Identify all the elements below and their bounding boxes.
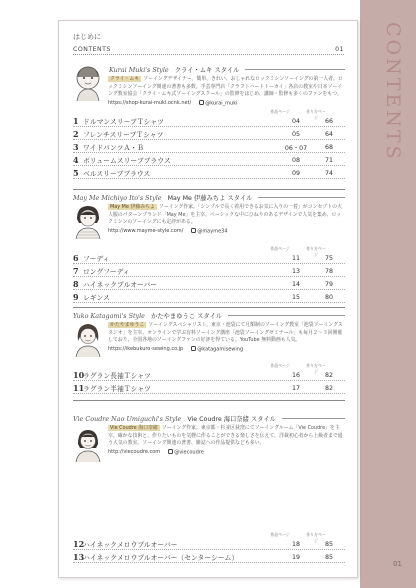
designer-section-mayme bbox=[73, 193, 345, 302]
item-number: 7 bbox=[73, 266, 79, 276]
designer-bio bbox=[108, 76, 345, 108]
contents-label: CONTENTS bbox=[73, 46, 111, 53]
contents-item[interactable] bbox=[73, 168, 345, 179]
item-works-page: 15 bbox=[291, 293, 300, 301]
item-howto-page: 64 bbox=[324, 130, 333, 138]
item-works-page: 11 bbox=[291, 254, 300, 262]
designer-bio-tag: Vie Coudre 海口奈緒 bbox=[110, 425, 158, 431]
designer-name: Vie Coudre 海口奈緒 スタイル bbox=[187, 416, 276, 423]
item-howto-page: 79 bbox=[324, 280, 333, 288]
item-works-page: 08 bbox=[291, 156, 300, 164]
designer-section-vie-coudre bbox=[73, 414, 345, 562]
item-howto-page: 82 bbox=[324, 384, 333, 392]
works-page-header: 作品ページ bbox=[270, 532, 290, 537]
designer-website-link[interactable]: http://viecoudre.com bbox=[108, 449, 161, 456]
designer-signature: May Me Michiyo Ito's Style bbox=[73, 193, 162, 202]
contents-item[interactable] bbox=[73, 370, 345, 381]
howto-page-header: 作り方ページ bbox=[306, 109, 326, 120]
designer-bio-text: ソーイングスペシャリスト。東京・池袋にて月額制のソーイング教室「池袋ソーイングスタジオ」を主宰。オンラインで学ぶ有料ソーイング講座「池袋ソーイングゼミナール」も毎月２〜３回開催しており、全国各地のソーイングファンの好評を得ている。YouTube 無料動画も人気。 bbox=[108, 322, 343, 344]
contents-item[interactable] bbox=[73, 292, 345, 303]
designer-website-link[interactable]: http://www.mayme-style.com/ bbox=[108, 228, 184, 235]
item-title: フーディ bbox=[83, 255, 110, 263]
designer-instagram-link[interactable] bbox=[191, 346, 243, 354]
designer-portrait-illustration bbox=[73, 426, 103, 462]
item-number: 9 bbox=[73, 292, 79, 302]
designer-website-link[interactable]: https://ikebukuro-sewing.co.jp bbox=[108, 346, 184, 353]
contents-item[interactable] bbox=[73, 279, 345, 290]
designer-bio-text: ソーイング作家。東京都・杉並区荻窪にてソーイングルーム「Vie Coudre」を主宰。確かな技術と、作りたいものを気軽に作ることができる楽しさを伝えて、洋裁初心者から上級者まで通う人気の教室。ソーイング関連の著書、雑誌への作品提供なども多い。 bbox=[108, 425, 343, 447]
designer-section-kurai-muki bbox=[73, 65, 345, 178]
item-number: 6 bbox=[73, 253, 79, 263]
designer-bio-tag: May Me 伊藤みちよ bbox=[110, 204, 155, 210]
item-number: 8 bbox=[73, 279, 79, 289]
contents-card bbox=[58, 20, 358, 578]
item-number: 10 bbox=[73, 370, 85, 380]
contents-line bbox=[73, 46, 344, 55]
designer-instagram-handle: @katagamisewing bbox=[197, 346, 244, 353]
item-howto-page: 75 bbox=[324, 254, 333, 262]
contents-item[interactable] bbox=[73, 155, 345, 166]
designer-signature: Kurai Muki's Style bbox=[109, 65, 169, 74]
item-howto-page: 78 bbox=[324, 267, 333, 275]
item-howto-page: 85 bbox=[324, 540, 333, 548]
designer-portrait-illustration bbox=[73, 65, 103, 101]
item-title: ベルスリーブブラウス bbox=[83, 170, 151, 178]
designer-signature: Yuko Katagami's Style bbox=[73, 311, 145, 320]
howto-page-header: 作り方ページ bbox=[306, 363, 326, 374]
contents-item[interactable] bbox=[73, 539, 345, 550]
item-works-page: 17 bbox=[291, 384, 300, 392]
intro-heading: はじめに bbox=[73, 33, 101, 41]
section-divider bbox=[73, 400, 345, 401]
designer-name: かたやまゆうこ スタイル bbox=[150, 313, 223, 320]
contents-item[interactable] bbox=[73, 552, 345, 563]
howto-page-header: 作り方ページ bbox=[306, 246, 326, 257]
works-page-header: 作品ページ bbox=[270, 363, 290, 368]
designer-portrait-illustration bbox=[73, 321, 103, 357]
header-rule bbox=[258, 197, 345, 198]
instagram-icon bbox=[199, 100, 204, 105]
item-title: ロングフーディ bbox=[83, 268, 130, 276]
item-title: ドルマンスリーブＴシャツ bbox=[83, 118, 164, 126]
item-howto-page: 66 bbox=[324, 117, 333, 125]
designer-instagram-handle: @viecoudre bbox=[174, 449, 204, 456]
item-title: ワイドパンツＡ・Ｂ bbox=[83, 144, 144, 152]
contents-item[interactable] bbox=[73, 116, 345, 127]
item-title: ハイネックメロウプルオーバー bbox=[83, 541, 178, 549]
vertical-contents-title: CONTENTS bbox=[382, 22, 404, 162]
item-works-page: 18 bbox=[291, 540, 300, 548]
designer-name: クライ・ムキ スタイル bbox=[174, 67, 240, 74]
designer-instagram-link[interactable] bbox=[191, 228, 227, 236]
designer-signature: Vie Coudre Nao Umiguchi's Style bbox=[73, 414, 182, 423]
works-page-header: 作品ページ bbox=[270, 246, 290, 251]
works-page-header: 作品ページ bbox=[270, 109, 290, 114]
header-rule bbox=[228, 315, 345, 316]
item-howto-page: 80 bbox=[324, 293, 333, 301]
contents-item[interactable] bbox=[73, 266, 345, 277]
designer-bio bbox=[108, 425, 345, 457]
item-title: ラグラン半袖Ｔシャツ bbox=[83, 385, 151, 393]
item-howto-page: 85 bbox=[324, 553, 333, 561]
designer-bio-tag: クライ・ムキ bbox=[110, 76, 140, 82]
designer-bio-tag: かたやまゆうこ bbox=[110, 322, 145, 328]
item-title: ハイネックメロウプルオーバー（センターシーム） bbox=[83, 554, 239, 562]
designer-bio-text: ソーイングデザイナー。簡単、きれい、おしゃれなロックミシンソーイングの第一人者。ロックミシンソーイング関連の著書も多数。手芸専門店「クラフトハートトーカイ」各店の教室や日本ソーイング教室協会「クライ・ムキ式ソーイングスクール」の監修をはじめ、講師・監修も多くのファンをもつ。 bbox=[108, 76, 343, 98]
section-divider bbox=[73, 189, 345, 190]
item-number: 3 bbox=[73, 142, 79, 152]
contents-item[interactable] bbox=[73, 142, 345, 153]
contents-item[interactable] bbox=[73, 253, 345, 264]
item-title: フレンチスリーブＴシャツ bbox=[83, 131, 164, 139]
contents-page: 01 bbox=[335, 46, 344, 53]
item-title: ラグラン長袖Ｔシャツ bbox=[83, 372, 151, 380]
page-number: 01 bbox=[393, 560, 402, 568]
item-howto-page: 68 bbox=[324, 143, 333, 151]
item-works-page: 13 bbox=[291, 267, 300, 275]
item-works-page: 05 bbox=[291, 130, 300, 138]
item-number: 12 bbox=[73, 539, 85, 549]
item-works-page: 19 bbox=[291, 553, 300, 561]
item-works-page: 06・07 bbox=[284, 144, 308, 152]
item-howto-page: 82 bbox=[324, 371, 333, 379]
contents-item[interactable] bbox=[73, 129, 345, 140]
contents-item[interactable] bbox=[73, 383, 345, 394]
howto-page-header: 作り方ページ bbox=[306, 532, 326, 543]
item-number: 5 bbox=[73, 168, 79, 178]
designer-bio bbox=[108, 204, 345, 236]
designer-instagram-link[interactable] bbox=[199, 100, 237, 108]
designer-instagram-handle: @mayme34 bbox=[197, 228, 228, 235]
item-title: ボリュームスリーブブラウス bbox=[83, 157, 171, 165]
item-works-page: 14 bbox=[291, 280, 300, 288]
item-works-page: 16 bbox=[291, 371, 300, 379]
item-howto-page: 74 bbox=[324, 169, 333, 177]
item-number: 11 bbox=[73, 383, 85, 393]
instagram-icon bbox=[168, 449, 173, 454]
designer-portrait-illustration bbox=[73, 203, 103, 239]
item-works-page: 09 bbox=[291, 169, 300, 177]
item-number: 2 bbox=[73, 129, 79, 139]
item-title: ハイネックプルオーバー bbox=[83, 281, 158, 289]
designer-name: May Me 伊藤みちよ スタイル bbox=[167, 195, 253, 202]
designer-instagram-link[interactable] bbox=[168, 449, 204, 457]
header-rule bbox=[245, 69, 345, 70]
item-number: 13 bbox=[73, 552, 85, 562]
designer-section-katagami bbox=[73, 311, 345, 393]
designer-bio-text: ソーイング作家。「シンプルで長く着用できるお気に入りの一着」がコンセプトの大人服のパターンブランド「May Me」を主宰。ベーシックな中にひねりのあるデザインで人気を集め、ロックミシンのソーイングにも定評がある。 bbox=[108, 204, 342, 226]
item-number: 4 bbox=[73, 155, 79, 165]
item-title: レギンス bbox=[83, 294, 110, 302]
header-rule bbox=[282, 418, 345, 419]
instagram-icon bbox=[191, 228, 196, 233]
designer-instagram-handle: @kurai_muki bbox=[205, 100, 238, 107]
designer-website-link[interactable]: https://shop-kurai-muki.ocnk.net/ bbox=[108, 100, 192, 107]
instagram-icon bbox=[191, 346, 196, 351]
section-divider bbox=[73, 307, 345, 308]
item-number: 1 bbox=[73, 116, 79, 126]
item-works-page: 04 bbox=[291, 117, 300, 125]
designer-bio bbox=[108, 322, 345, 354]
item-howto-page: 71 bbox=[324, 156, 333, 164]
